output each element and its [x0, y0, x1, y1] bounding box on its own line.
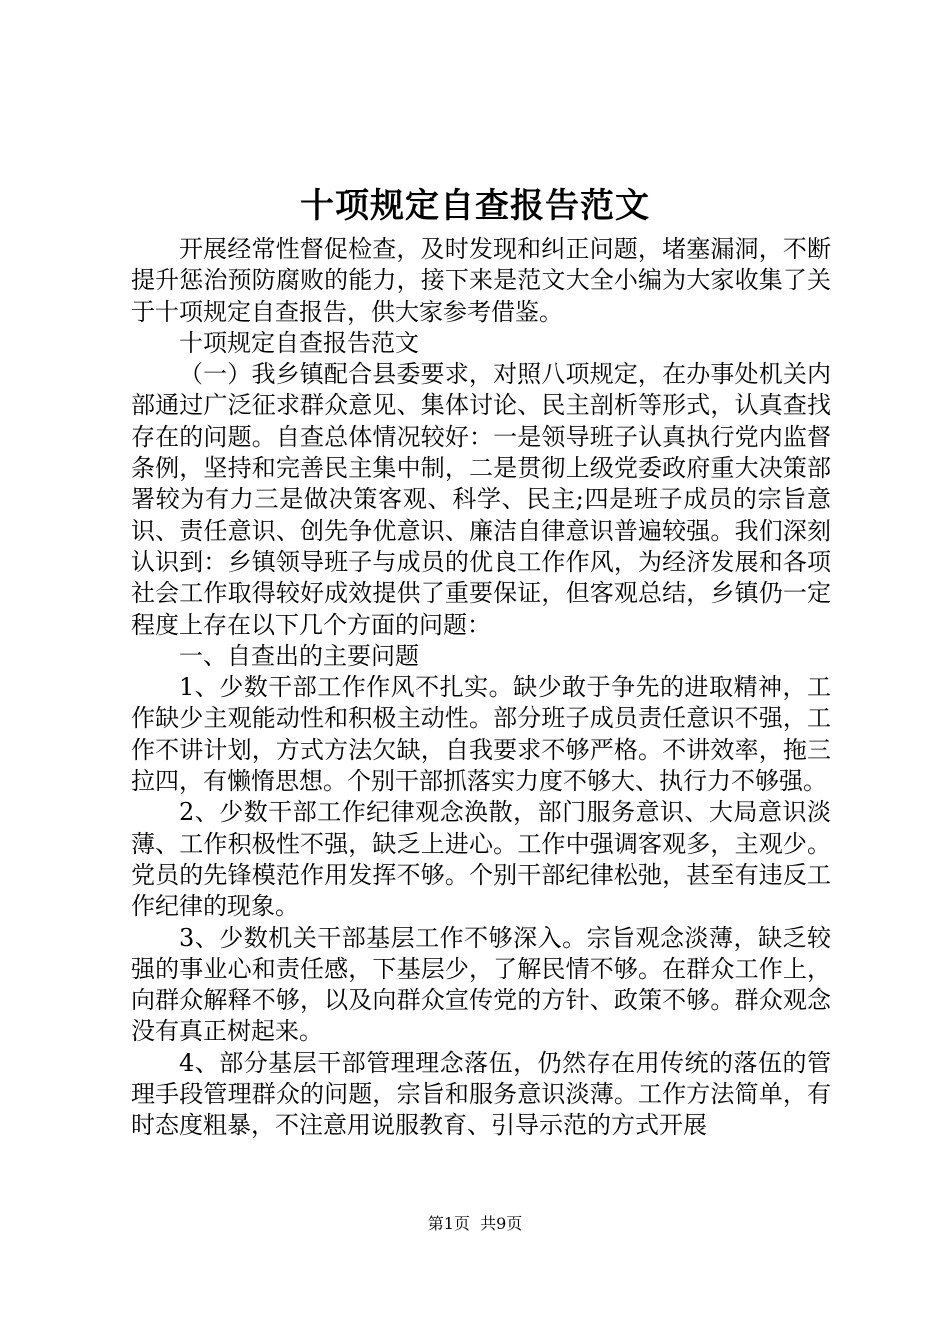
body-paragraph: （一）我乡镇配合县委要求，对照八项规定，在办事处机关内部通过广泛征求群众意见、集体讨论、民主剖析等形式，认真查找存在的问题。自查总体情况较好：一是领导班子认真执行党内监督条例，坚持和完善民主集中制，二是贯彻上级党委政府重大决策部署较为有力三是做决策客观、科学、民主;四是班子成员的宗旨意识、责任意识、创先争优意识、廉洁自律意识普遍较强。我们深刻认识到：乡镇领导班子与成员的优良工作作风，为经济发展和各项社会工作取得较好成效提供了重要保证，但客观总结，乡镇仍一定程度上存在以下几个方面的问题：: [131, 360, 831, 639]
body-paragraph: 1、少数干部工作作风不扎实。缺少敢于争先的进取精神，工作缺少主观能动性和积极主动性。部分班子成员责任意识不强，工作不讲计划，方式方法欠缺，自我要求不够严格。不讲效率，拖三拉四，有懒惰思想。个别干部抓落实力度不够大、执行力不够强。: [131, 673, 831, 796]
page-total: 共9页: [480, 1214, 523, 1233]
intro-paragraph: 开展经常性督促检查，及时发现和纠正问题，堵塞漏洞，不断提升惩治预防腐败的能力，接下来是范文大全小编为大家收集了关于十项规定自查报告，供大家参考借鉴。: [131, 235, 831, 326]
body-paragraph: 3、少数机关干部基层工作不够深入。宗旨观念淡薄，缺乏较强的事业心和责任感，下基层少，了解民情不够。在群众工作上，向群众解释不够，以及向群众宣传党的方针、政策不够。群众观念没有真正树起来。: [131, 923, 831, 1046]
body-paragraph: 2、少数干部工作纪律观念涣散，部门服务意识、大局意识淡薄、工作积极性不强，缺乏上进心。工作中强调客观多，主观少。党员的先锋模范作用发挥不够。个别干部纪律松弛，甚至有违反工作纪律的现象。: [131, 798, 831, 921]
section-heading: 十项规定自查报告范文: [179, 328, 419, 357]
page-number: 第1页: [427, 1214, 470, 1233]
body-paragraph: 4、部分基层干部管理理念落伍，仍然存在用传统的落伍的管理手段管理群众的问题，宗旨和服务意识淡薄。工作方法简单，有时态度粗暴，不注意用说服教育、引导示范的方式开展: [131, 1048, 831, 1140]
document-title: 十项规定自查报告范文: [300, 186, 650, 226]
document-body: [131, 234, 831, 1142]
page-footer: [0, 1213, 950, 1235]
problems-heading: 一、自查出的主要问题: [179, 641, 419, 670]
